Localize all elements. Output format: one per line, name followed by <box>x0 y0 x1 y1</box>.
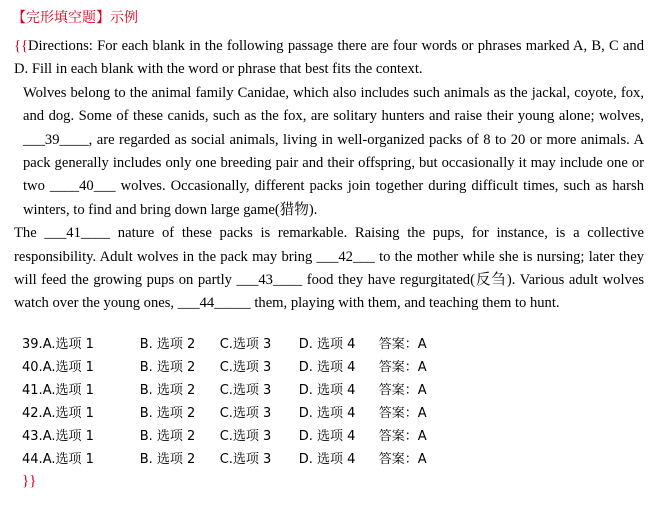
question-row <box>22 356 427 379</box>
option-d: D. 选项 4 <box>298 360 356 375</box>
option-c: C.选项 3 <box>219 452 272 467</box>
option-d: D. 选项 4 <box>298 383 356 398</box>
answer-label: 答案： <box>378 406 418 421</box>
option-b: B. 选项 2 <box>139 452 196 467</box>
passage <box>14 35 644 316</box>
option-d: D. 选项 4 <box>298 429 356 444</box>
option-d: D. 选项 4 <box>298 406 356 421</box>
option-b: B. 选项 2 <box>139 337 196 352</box>
option-b: B. 选项 2 <box>139 360 196 375</box>
option-a: A.选项 1 <box>42 383 94 398</box>
question-number: 42. <box>22 406 43 421</box>
question-number: 44. <box>22 452 43 467</box>
open-marker: {{ <box>14 38 29 54</box>
option-b: B. 选项 2 <box>139 429 196 444</box>
answer-value: A <box>417 383 427 398</box>
option-b: B. 选项 2 <box>139 406 196 421</box>
answer-value: A <box>417 429 427 444</box>
answer-label: 答案： <box>378 452 418 467</box>
option-a: A.选项 1 <box>42 337 94 352</box>
question-row <box>22 448 427 471</box>
question-list <box>22 333 427 471</box>
question-row <box>22 425 427 448</box>
answer-label: 答案： <box>378 360 418 375</box>
answer-value: A <box>417 452 427 467</box>
question-number: 41. <box>22 383 43 398</box>
passage-indented-paragraph: Wolves belong to the animal family Canidae, which also includes such animals as the jackal, coyote, fox, and dog. Some of these canids, such as the fox, are solitary hunters and raise their young alone; wolves, ___39____, are regarded as social animals, living in well-organized packs of 8 to 20 or more animals. A pack generally includes only one breeding pair and their offspring, but occasionally it may include one or two ____40___ wolves. Occasionally, different packs join together during difficult times, such as harsh winters, to find and bring down large game(猎物). <box>23 84 644 218</box>
question-number: 43. <box>22 429 43 444</box>
directions-paragraph <box>14 35 644 82</box>
option-c: C.选项 3 <box>219 383 272 398</box>
question-row <box>22 333 427 356</box>
passage-body-paragraph: The ___41____ nature of these packs is remarkable. Raising the pups, for instance, is a collective responsibility. Adult wolves in the pack may bring ___42___ to the mother while she is nursing; later they will feed the growing pups on partly ___43____ food they have regurgitated(反刍). Various adult wolves watch over the young ones, ___44_____ them, playing with them, and teaching them to hunt. <box>14 225 644 312</box>
question-number: 40. <box>22 360 43 375</box>
directions-text: Directions: For each blank in the following passage there are four words or phrases marked A, B, C and D. Fill in each blank with the word or phrase that best fits the context. <box>14 38 644 78</box>
option-a: A.选项 1 <box>42 406 94 421</box>
answer-label: 答案： <box>378 429 418 444</box>
option-a: A.选项 1 <box>42 429 94 444</box>
question-number: 39. <box>22 337 43 352</box>
page-title: 【完形填空题】示例 <box>12 10 138 26</box>
question-row <box>22 402 427 425</box>
answer-label: 答案： <box>378 383 418 398</box>
option-d: D. 选项 4 <box>298 337 356 352</box>
option-c: C.选项 3 <box>219 429 272 444</box>
answer-value: A <box>417 406 427 421</box>
closing-marker: }} <box>22 473 37 489</box>
option-a: A.选项 1 <box>42 360 94 375</box>
answer-value: A <box>417 360 427 375</box>
option-c: C.选项 3 <box>219 360 272 375</box>
option-c: C.选项 3 <box>219 406 272 421</box>
question-row <box>22 379 427 402</box>
option-c: C.选项 3 <box>219 337 272 352</box>
option-b: B. 选项 2 <box>139 383 196 398</box>
answer-value: A <box>417 337 427 352</box>
option-d: D. 选项 4 <box>298 452 356 467</box>
option-a: A.选项 1 <box>42 452 94 467</box>
answer-label: 答案： <box>378 337 418 352</box>
